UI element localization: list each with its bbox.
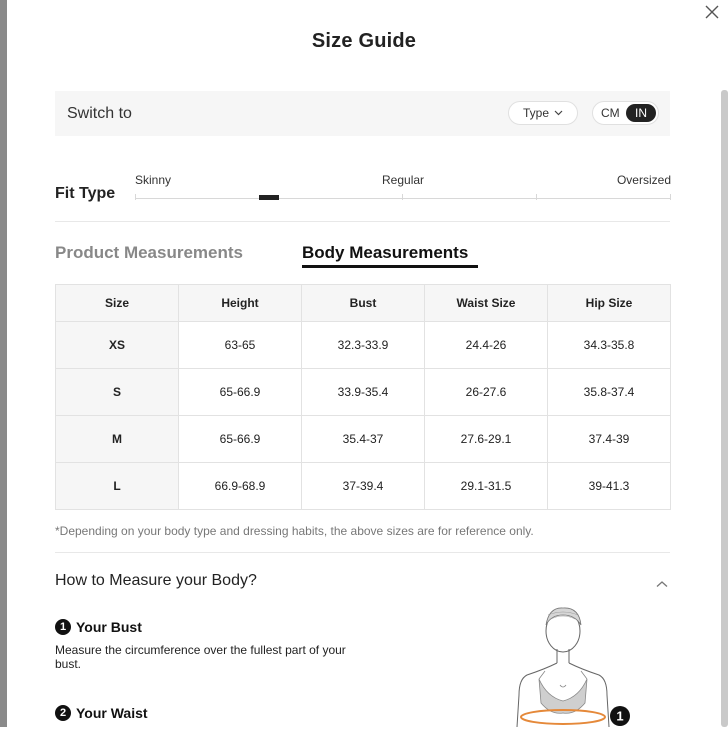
- table-cell: 66.9-68.9: [179, 463, 302, 510]
- active-tab-underline: [302, 265, 478, 268]
- fit-type-scale: [135, 172, 671, 202]
- modal-title: Size Guide: [311, 30, 417, 52]
- how-to-measure-title[interactable]: How to Measure your Body?: [55, 572, 257, 589]
- table-cell: 39-41.3: [548, 463, 671, 510]
- step-description: Measure the circumference over the fullest part of your bust.: [55, 643, 346, 671]
- table-cell: 29.1-31.5: [425, 463, 548, 510]
- tab-product-measurements[interactable]: Product Measurements: [55, 243, 243, 262]
- unit-toggle[interactable]: [592, 101, 659, 125]
- header-waist: Waist Size: [425, 285, 548, 322]
- table-cell: 34.3-35.8: [548, 322, 671, 369]
- step-number: 2: [55, 705, 71, 721]
- close-icon: [704, 4, 720, 20]
- table-cell: M: [56, 416, 179, 463]
- table-cell: 24.4-26: [425, 322, 548, 369]
- fit-tick: [402, 194, 403, 200]
- header-hip: Hip Size: [548, 285, 671, 322]
- unit-in-option[interactable]: IN: [626, 104, 656, 122]
- table-cell: 26-27.6: [425, 369, 548, 416]
- unit-cm-option[interactable]: CM: [601, 106, 620, 120]
- table-row: [56, 322, 671, 369]
- fit-tick: [670, 194, 671, 200]
- table-cell: 63-65: [179, 322, 302, 369]
- header-size: Size: [56, 285, 179, 322]
- reference-note: *Depending on your body type and dressing habits, the above sizes are for reference only.: [55, 524, 534, 538]
- table-cell: 37.4-39: [548, 416, 671, 463]
- switch-label: Switch to: [67, 105, 132, 122]
- table-header-row: [56, 285, 671, 322]
- header-height: Height: [179, 285, 302, 322]
- scrollbar[interactable]: [721, 90, 728, 727]
- type-select[interactable]: [508, 101, 578, 125]
- table-cell: XS: [56, 322, 179, 369]
- body-figure-icon: [505, 605, 645, 727]
- collapse-button[interactable]: [655, 576, 669, 586]
- body-figure: [505, 605, 645, 727]
- tab-body-measurements[interactable]: Body Measurements: [302, 243, 469, 262]
- figure-step-marker: 1: [616, 708, 624, 724]
- table-cell: S: [56, 369, 179, 416]
- step-title: Your Bust: [76, 619, 142, 635]
- table-cell: 65-66.9: [179, 369, 302, 416]
- switch-bar: [55, 91, 670, 136]
- table-cell: 33.9-35.4: [302, 369, 425, 416]
- step-title: Your Waist: [76, 705, 148, 721]
- table-row: [56, 369, 671, 416]
- table-cell: L: [56, 463, 179, 510]
- fit-tick: [135, 194, 136, 200]
- table-row: [56, 463, 671, 510]
- fit-option-oversized: Oversized: [616, 173, 671, 187]
- chevron-down-icon: [554, 110, 563, 116]
- divider: [55, 221, 670, 222]
- page-backdrop: [0, 0, 7, 727]
- size-table: [55, 284, 671, 510]
- step-bust: [55, 619, 142, 635]
- type-select-label: Type: [522, 106, 549, 120]
- table-cell: 32.3-33.9: [302, 322, 425, 369]
- fit-tick: [536, 194, 537, 200]
- table-cell: 37-39.4: [302, 463, 425, 510]
- step-waist: [55, 705, 148, 721]
- table-cell: 65-66.9: [179, 416, 302, 463]
- fit-scale-line: [135, 198, 671, 199]
- table-cell: 35.8-37.4: [548, 369, 671, 416]
- fit-option-regular: Regular: [382, 173, 425, 187]
- chevron-up-icon: [655, 579, 669, 589]
- fit-option-skinny: Skinny: [135, 173, 172, 187]
- step-number: 1: [55, 619, 71, 635]
- table-cell: 35.4-37: [302, 416, 425, 463]
- fit-type-marker: [259, 195, 279, 200]
- close-button[interactable]: [704, 4, 720, 20]
- fit-type-label: Fit Type: [55, 185, 116, 202]
- table-row: [56, 416, 671, 463]
- header-bust: Bust: [302, 285, 425, 322]
- divider: [55, 552, 670, 553]
- table-cell: 27.6-29.1: [425, 416, 548, 463]
